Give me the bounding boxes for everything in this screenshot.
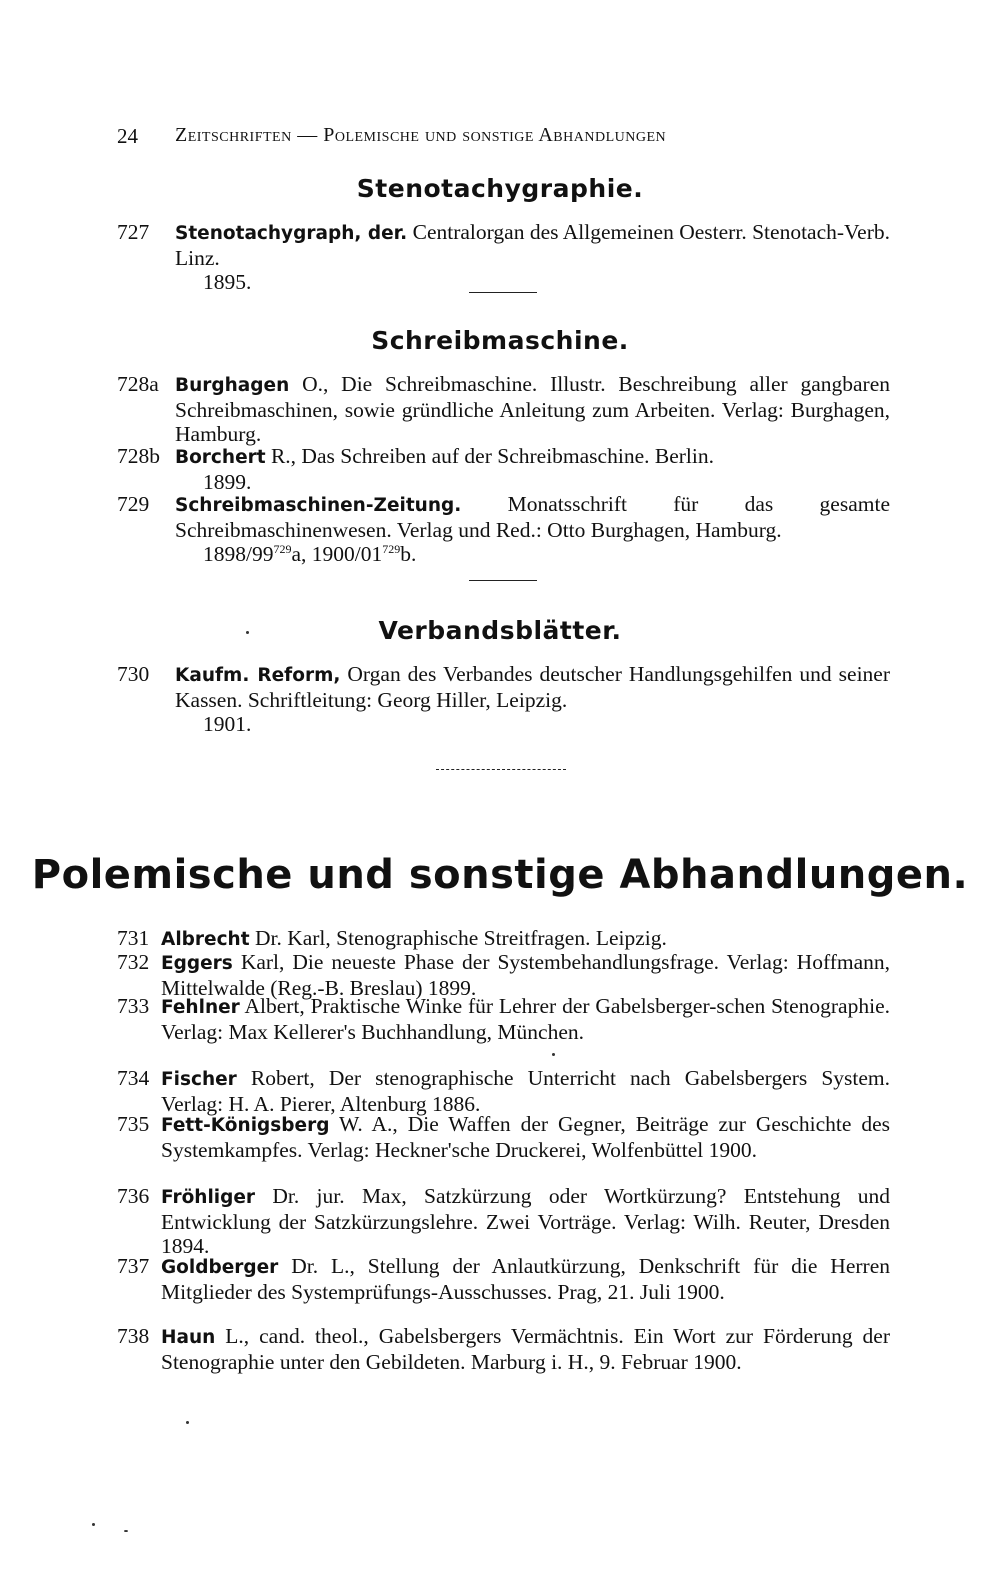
- entry-text: L., cand. theol., Gabelsbergers Vermächtnis. Ein Wort zur Förderung der Stenographie unter den Gebildeten. Marburg i. H., 9. Februar 1900.: [161, 1324, 890, 1374]
- entry-year-a: 1898/99: [203, 542, 274, 566]
- entry-text: W. A., Die Waffen der Gegner, Beiträge zur Geschichte des Systemkampfes. Verlag: Heckner'sche Druckerei, Wolfenbüttel 1900.: [161, 1112, 890, 1162]
- entry-text: Dr. L., Stellung der Anlautkürzung, Denkschrift für die Herren Mitglieder des Systemprüfungs-Ausschusses. Prag, 21. Juli 1900.: [161, 1254, 890, 1304]
- entry-body: [117, 1066, 890, 1116]
- section-heading-verbandsblaetter: Verbandsblätter.: [378, 616, 622, 645]
- entry-number: 736: [117, 1184, 150, 1208]
- entry-text: Albert, Praktische Winke für Lehrer der Gabelsberger-schen Stenographie. Verlag: Max Kellerer's Buchhandlung, München.: [161, 994, 890, 1044]
- entry-year: 1901.: [203, 712, 252, 736]
- entry-number: 729: [117, 492, 150, 516]
- section-divider: [436, 769, 566, 770]
- entry-729: [117, 492, 890, 566]
- entry-735: [117, 1112, 890, 1162]
- entry-733: [117, 994, 890, 1044]
- entry-body: [117, 220, 890, 294]
- entry-728a: [117, 372, 890, 446]
- section-divider: [469, 580, 537, 581]
- entry-body: [117, 1184, 890, 1258]
- entry-number: 734: [117, 1066, 150, 1090]
- page-header: [117, 124, 877, 150]
- entry-number: 727: [117, 220, 150, 244]
- entry-number: 735: [117, 1112, 150, 1136]
- entry-731: [117, 926, 890, 952]
- entry-body: [117, 444, 890, 494]
- entry-cross-ref-b: 729: [382, 541, 401, 556]
- entry-number: 730: [117, 662, 150, 686]
- entry-body: [117, 950, 890, 1000]
- entry-text: Centralorgan des Allgemeinen Oesterr. Stenotach-Verb. Linz.: [175, 220, 891, 270]
- page-number: 24: [117, 124, 138, 148]
- entry-text: O., Die Schreibmaschine. Illustr. Beschreibung aller gangbaren Schreibmaschinen, sowie gründliche Anleitung zum Arbeiten. Verlag: Burghagen, Hamburg.: [175, 372, 890, 446]
- entry-body: [117, 1112, 890, 1162]
- entry-737: [117, 1254, 890, 1304]
- entry-year: 1895.: [203, 270, 252, 294]
- entry-text: Organ des Verbandes deutscher Handlungsgehilfen und seiner Kassen. Schriftleitung: Georg Hiller, Leipzig.: [175, 662, 890, 712]
- entry-text: R., Das Schreiben auf der Schreibmaschine. Berlin.: [270, 444, 714, 468]
- entry-body: [117, 662, 890, 736]
- entry-number: 733: [117, 994, 150, 1018]
- section-divider: [469, 292, 537, 293]
- entry-736: [117, 1184, 890, 1258]
- section-heading-schreibmaschine: Schreibmaschine.: [371, 326, 629, 355]
- entry-number: 731: [117, 926, 150, 950]
- entry-name: Fischer: [161, 1069, 237, 1090]
- entry-body: [117, 1254, 890, 1304]
- entry-name: Fett-Königsberg: [161, 1115, 330, 1136]
- entry-727: [117, 220, 890, 294]
- entry-number: 737: [117, 1254, 150, 1278]
- entry-year: 1899.: [203, 470, 252, 494]
- entry-number: 728a: [117, 372, 159, 396]
- running-head: Zeitschriften — Polemische und sonstige Abhandlungen: [175, 124, 667, 146]
- entry-name: Albrecht: [161, 929, 250, 950]
- entry-text: Monatsschrift für das gesamte Schreibmaschinenwesen. Verlag und Red.: Otto Burghagen, Hamburg.: [175, 492, 890, 542]
- entry-734: [117, 1066, 890, 1116]
- entry-738: [117, 1324, 890, 1374]
- print-speck: [124, 1530, 128, 1532]
- entry-cross-ref-a: 729: [273, 541, 292, 556]
- entry-name: Burghagen: [175, 375, 290, 396]
- entry-number: 732: [117, 950, 150, 974]
- entry-text: Robert, Der stenographische Unterricht nach Gabelsbergers System. Verlag: H. A. Pierer, Altenburg 1886.: [161, 1066, 891, 1116]
- entry-text: Dr. jur. Max, Satzkürzung oder Wortkürzung? Entstehung und Entwicklung der Satzkürzungslehre. Zwei Vorträge. Verlag: Wilh. Reuter, Dresden 1894.: [161, 1184, 891, 1258]
- print-speck: [246, 631, 249, 634]
- entry-name: Haun: [161, 1327, 216, 1348]
- entry-name: Eggers: [161, 953, 233, 974]
- entry-text: Dr. Karl, Stenographische Streitfragen. Leipzig.: [254, 926, 667, 950]
- entry-730: [117, 662, 890, 736]
- entry-year-c: b.: [400, 542, 417, 566]
- section-heading-stenotachygraphie: Stenotachygraphie.: [356, 174, 644, 203]
- entry-name: Fröhliger: [161, 1187, 256, 1208]
- chapter-heading: Polemische und sonstige Abhandlungen.: [31, 852, 969, 898]
- entry-body: [117, 994, 890, 1044]
- entry-number: 728b: [117, 444, 160, 468]
- entry-number: 738: [117, 1324, 150, 1348]
- entry-732: [117, 950, 890, 1000]
- print-speck: [186, 1421, 189, 1424]
- entry-name: Goldberger: [161, 1257, 279, 1278]
- entry-name: Schreibmaschinen-Zeitung.: [175, 495, 462, 516]
- entry-years: [175, 542, 890, 566]
- entry-728b: [117, 444, 890, 494]
- entry-name: Borchert: [175, 447, 266, 468]
- entry-text: Karl, Die neueste Phase der Systembehandlungsfrage. Verlag: Hoffmann, Mittelwalde (Reg.-B. Breslau) 1899.: [161, 950, 891, 1000]
- entry-body: [117, 492, 890, 566]
- entry-name: Fehlner: [161, 997, 240, 1018]
- entry-body: [117, 926, 890, 952]
- entry-name: Stenotachygraph, der.: [175, 223, 408, 244]
- entry-body: [117, 1324, 890, 1374]
- entry-year-b: a, 1900/01: [291, 542, 383, 566]
- entry-body: [117, 372, 890, 446]
- print-speck: [92, 1523, 95, 1526]
- entry-name: Kaufm. Reform,: [175, 665, 341, 686]
- print-speck: [552, 1053, 555, 1056]
